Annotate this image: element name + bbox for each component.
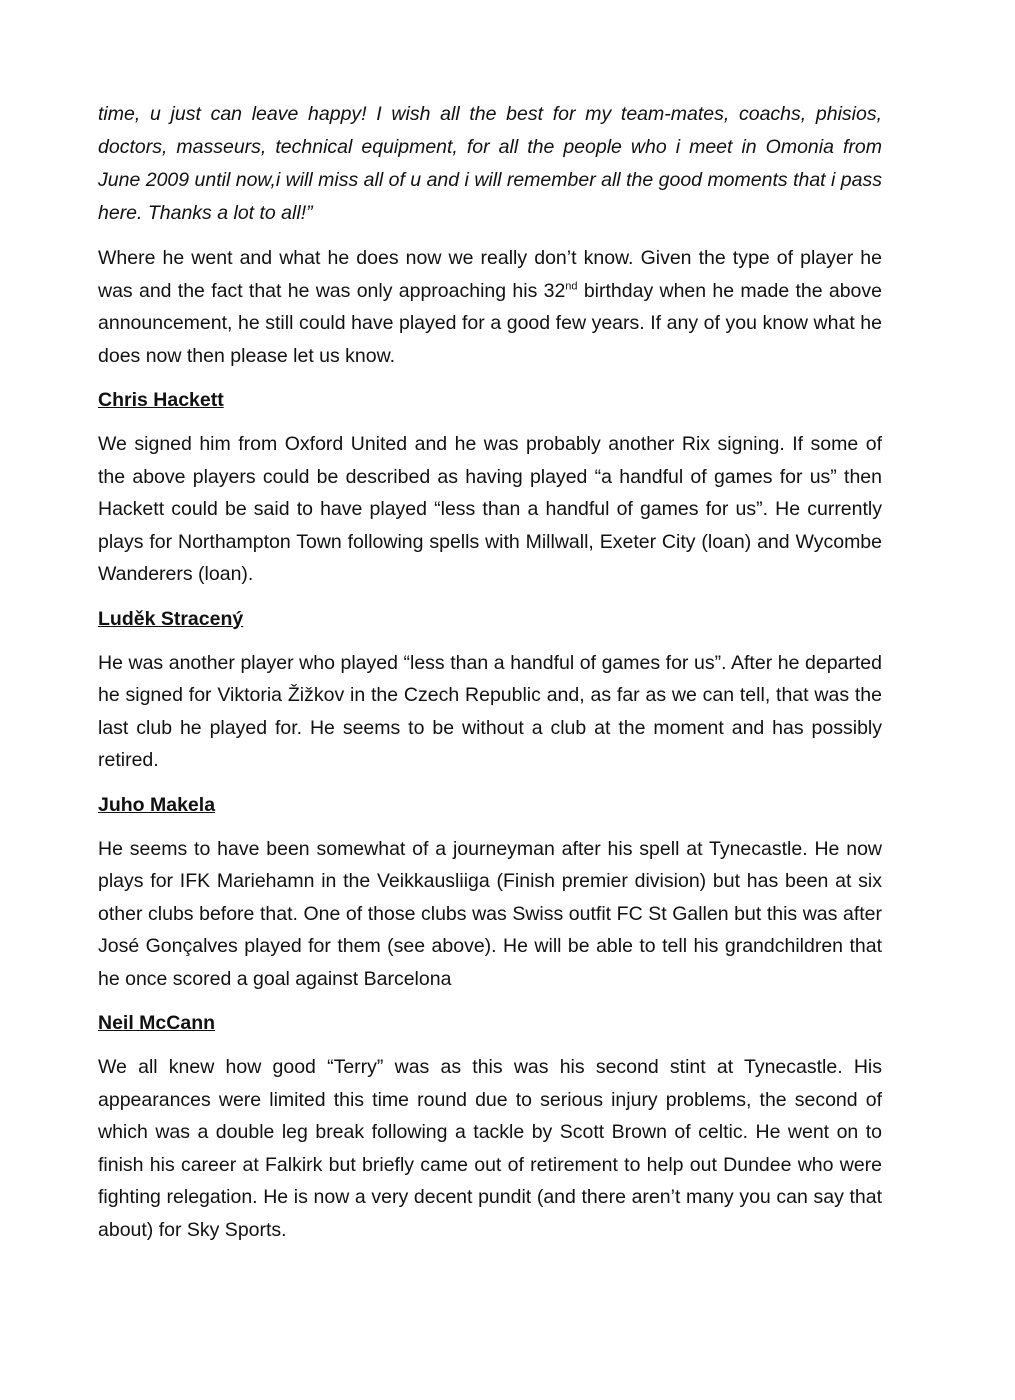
ordinal-superscript: nd xyxy=(565,280,578,292)
intro-text-after: birthday when he made the above announcement, he still could have played for a good few years. If any of you know what he does now then please let us know. xyxy=(98,279,882,367)
heading-juho-makela: Juho Makela xyxy=(98,793,216,816)
heading-ludek-straceny: Luděk Stracený xyxy=(98,607,244,630)
quote-continuation: time, u just can leave happy! I wish all the best for my team-mates, coachs, phisios, doctors, masseurs, technical equipment, for all the people who i meet in Omonia from June 2009 until now,i will miss all of u and i will remember all the good moments that i pass here. Thanks a lot to all!” xyxy=(98,103,882,224)
paragraph-neil-mccann: We all knew how good “Terry” was as this was his second stint at Tynecastle. His appearances were limited this time round due to serious injury problems, the second of which was a double leg break following a tackle by Scott Brown of celtic. He went on to finish his career at Falkirk but briefly came out of retirement to help out Dundee who were fighting relegation. He is now a very decent pundit (and there aren’t many you can say that about) for Sky Sports. xyxy=(98,1056,882,1241)
paragraph-juho-makela: He seems to have been somewhat of a journeyman after his spell at Tynecastle. He now plays for IFK Mariehamn in the Veikkausliiga (Finish premier division) but has been at six other clubs before that. One of those clubs was Swiss outfit FC St Gallen but this was after José Gonçalves played for them (see above). He will be able to tell his grandchildren that he once scored a goal against Barcelona xyxy=(98,837,882,990)
heading-chris-hackett: Chris Hackett xyxy=(98,389,224,411)
document-page xyxy=(98,98,882,1258)
paragraph-chris-hackett: We signed him from Oxford United and he was probably another Rix signing. If some of the above players could be described as having played “a handful of games for us” then Hackett could be said to have played “less than a handful of games for us”. He currently plays for Northampton Town following spells with Millwall, Exeter City (loan) and Wycombe Wanderers (loan). xyxy=(98,433,882,585)
heading-neil-mccann: Neil McCann xyxy=(98,1012,216,1034)
paragraph-ludek-straceny: He was another player who played “less than a handful of games for us”. After he departed he signed for Viktoria Žižkov in the Czech Republic and, as far as we can tell, that was the last club he played for. He seems to be without a club at the moment and has possibly retired. xyxy=(98,651,882,771)
intro-text-before: Where he went and what he does now we really don’t know. Given the type of player he was and the fact that he was only approaching his 32 xyxy=(98,247,882,302)
intro-paragraph xyxy=(98,242,882,372)
